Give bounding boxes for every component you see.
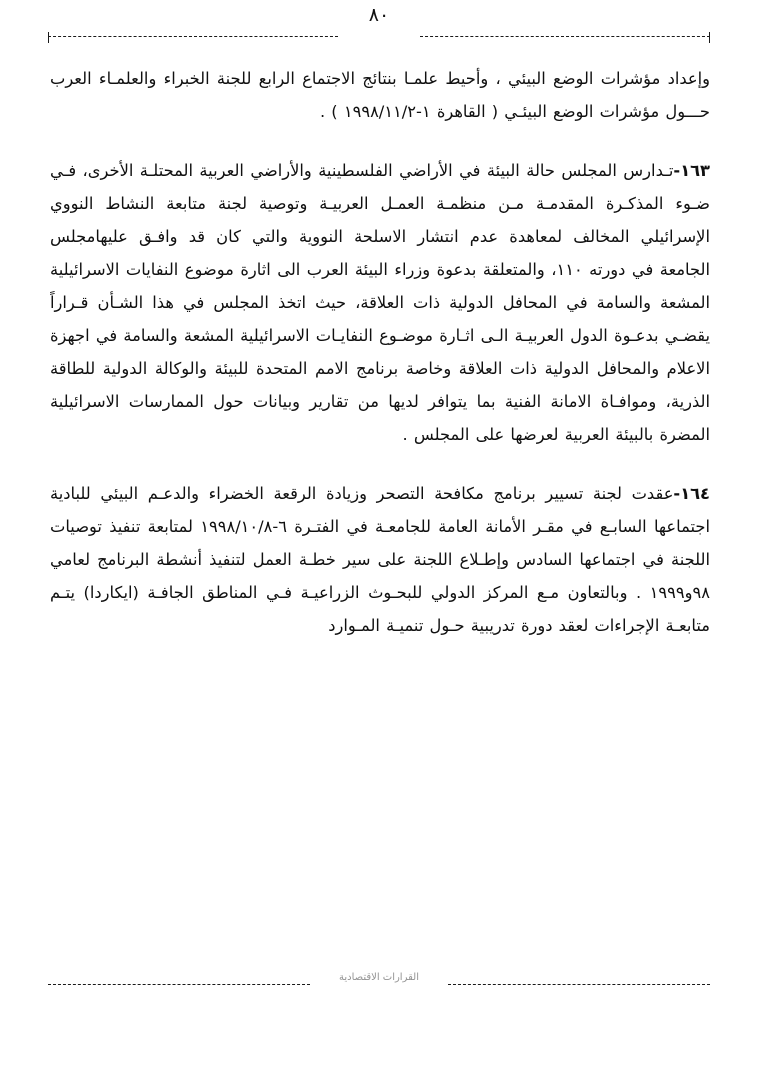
footer-rule-right-segment (448, 984, 710, 985)
paragraph-intro-text: وإعداد مؤشرات الوضع البيئي ، وأحيط علمـا بنتائج الاجتماع الرابع للجنة الخبراء والعلمـاء العرب حـــول مؤشرات الوضع البيئـي ( القاهرة ١-١٩٩٨/١١/٢ ) . (50, 69, 710, 121)
header-rule-right-tick (709, 32, 710, 43)
header-rule-left-segment (48, 36, 338, 37)
footer-divider-rule (48, 972, 710, 992)
paragraph-164-text: عقدت لجنة تسيير برنامج مكافحة التصحر وزيادة الرقعة الخضراء والدعـم البيئي للبادية اجتماعها السابـع في مقـر الأمانة العامة للجامعـة في الفتـرة ٦-١٩٩٨/١٠/٨ لمتابعة تنفيذ توصيات اللجنة في اجتماعها السادس وإطـلاع اللجنة على سير خطـة العمل لتنفيذ أنشطة البرنامج لعامي ٩٨و١٩٩٩ . وبالتعاون مـع المركز الدولي للبحـوث الزراعيـة فـي المناطق الجافـة (ايكاردا) يتـم متابعـة الإجراءات لعقد دورة تدريبية حـول تنميـة المـوارد (50, 484, 710, 635)
paragraph-164 (50, 477, 710, 642)
page-number: ٨٠ (368, 4, 390, 26)
document-body (50, 62, 710, 958)
paragraph-163 (50, 154, 710, 451)
paragraph-intro (50, 62, 710, 128)
paragraph-163-number: ١٦٣- (673, 161, 710, 180)
footer-rule-left-segment (48, 984, 310, 985)
header-divider-rule (48, 32, 710, 42)
header-rule-left-tick (48, 32, 49, 43)
header-rule-right-segment (420, 36, 710, 37)
paragraph-164-number: ١٦٤- (673, 484, 710, 503)
footer-note: ﺍﻟﻘﺮﺍﺭﺍﺕ ﺍﻻﻗﺘﺼﺎﺩﻳﺔ (339, 972, 419, 983)
paragraph-163-text: تـدارس المجلس حالة البيئة في الأراضي الفلسطينية والأراضي العربية المحتلـة الأخرى، فـي ضـوء المذكـرة المقدمـة مـن منظمـة العمـل العربيـة وتوصية لجنة متابعة النشاط النووي الإسرائيلي المخالف لمعاهدة عدم انتشار الاسلحة النووية والتي كان قد وافـق عليهامجلس الجامعة في دورته ١١٠، والمتعلقة بدعوة وزراء البيئة العرب الى اثارة موضوع النفايات الاسرائيلية المشعة والسامة في المحافل الدولية ذات العلاقة، حيث اتخذ المجلس في هذا الشـأن قـراراً يقضـي بدعـوة الدول العربيـة الـى اثـارة موضـوع النفايـات الاسرائيلية المشعة والسامة في اجهزة الاعلام والمحافل الدولية ذات العلاقة وخاصة برنامج الامم المتحدة للبيئة والوكالة الدولية للطاقة الذرية، وموافـاة الامانة الفنية بما يتوافر لديها من تقارير وبيانات حول الممارسات الاسرائيلية المضرة بالبيئة العربية لعرضها على المجلس . (50, 161, 710, 444)
